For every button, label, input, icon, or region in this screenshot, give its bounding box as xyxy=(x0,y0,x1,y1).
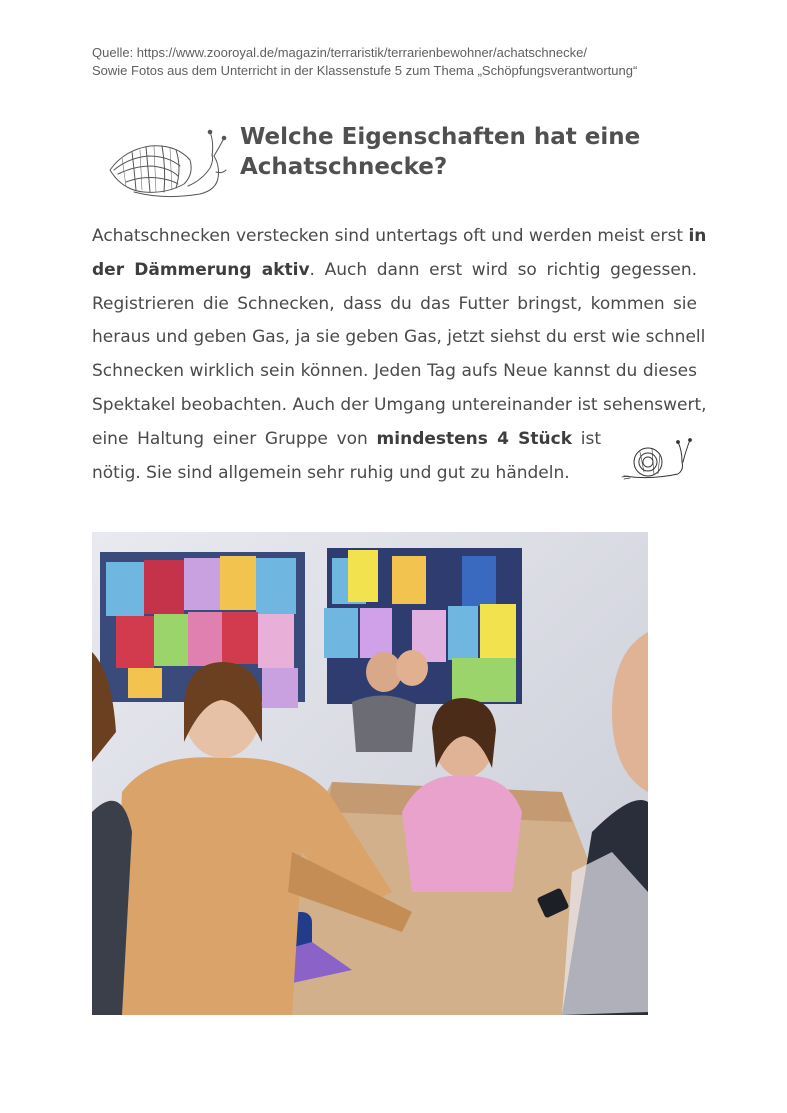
paragraph-line xyxy=(92,220,707,254)
paragraph-line xyxy=(92,254,697,288)
text-segment: ist xyxy=(580,428,601,449)
text-segment: Achatschnecken verstecken sind untertags oft und werden meist erst xyxy=(92,226,684,246)
paragraph-line: Schnecken wirklich sein können. Jeden Tag aufs Neue kannst du dieses xyxy=(92,361,697,382)
paragraph-line: nötig. Sie sind allgemein sehr ruhig und gut zu händeln. xyxy=(92,462,570,483)
emphasis-text: mindestens 4 Stück xyxy=(376,428,573,449)
paragraph-line: Spektakel beobachten. Auch der Umgang untereinander ist sehenswert, xyxy=(92,394,707,415)
source-citation xyxy=(92,44,732,80)
paragraph-line: Registrieren die Schnecken, dass du das Futter bringst, kommen sie xyxy=(92,293,697,314)
small-snail-sketch-icon xyxy=(620,432,692,482)
source-photos-line: Sowie Fotos aus dem Unterricht in der Klassenstufe 5 zum Thema „Schöpfungsverantwortung“ xyxy=(92,63,638,78)
description-paragraph xyxy=(92,220,707,490)
text-segment: eine Haltung einer Gruppe von xyxy=(92,428,368,449)
paragraph-line: heraus und geben Gas, ja sie geben Gas, jetzt siehst du erst wie schnell xyxy=(92,327,706,348)
text-segment: . Auch dann erst wird so richtig gegessen. xyxy=(309,259,697,280)
title-line-2: Achatschnecke? xyxy=(240,154,448,180)
paragraph-line xyxy=(92,423,601,457)
emphasis-text: in xyxy=(688,226,707,246)
page-title xyxy=(240,122,710,182)
classroom-photo xyxy=(92,532,648,1015)
snail-sketch-icon xyxy=(104,128,230,202)
source-url-line: Quelle: https://www.zooroyal.de/magazin/terraristik/terrarienbewohner/achatschnecke/ xyxy=(92,45,587,60)
title-line-1: Welche Eigenschaften hat eine xyxy=(240,124,641,150)
emphasis-text: der Dämmerung aktiv xyxy=(92,259,310,280)
